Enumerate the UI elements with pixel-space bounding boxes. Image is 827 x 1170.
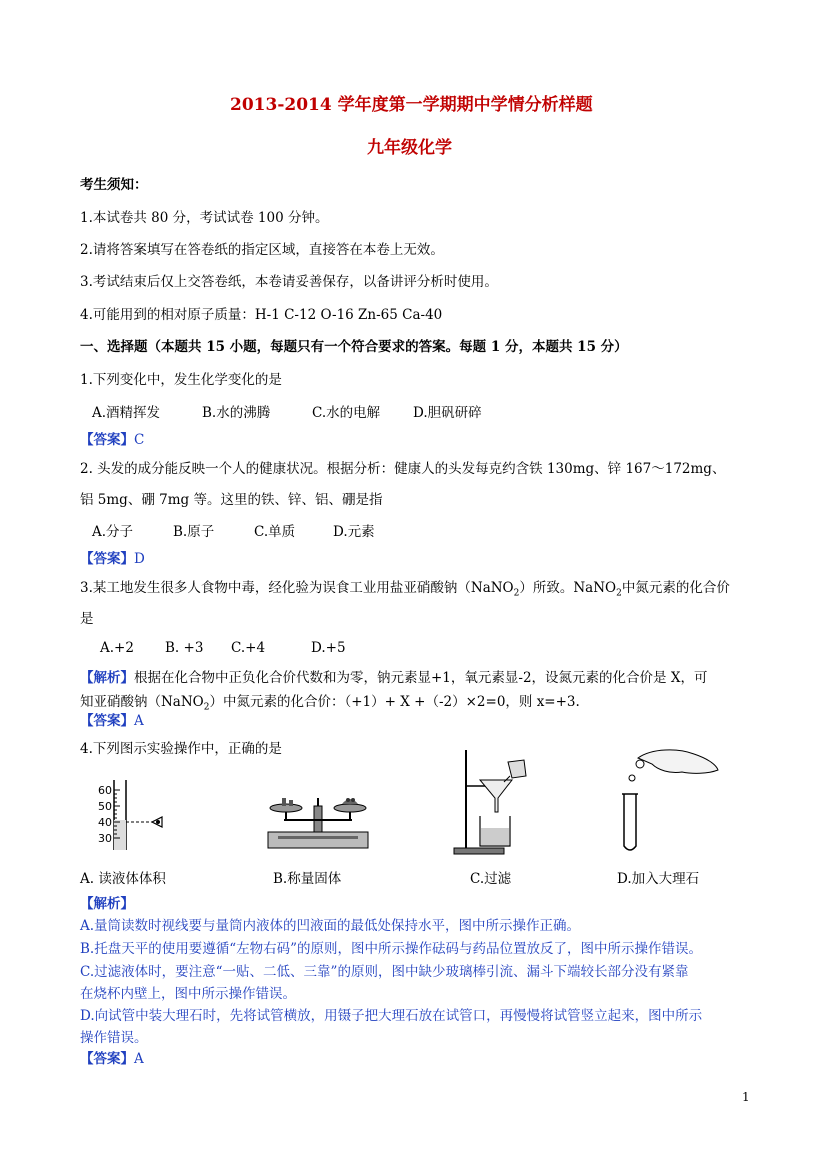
cylinder-tick-label: 50 — [98, 800, 112, 813]
page-number: 1 — [742, 1090, 750, 1104]
stem-text: ）所致。NaNO — [519, 580, 617, 596]
figure-test-tube — [612, 744, 724, 856]
notice-item: 3.考试结束后仅上交答卷纸，本卷请妥善保存，以备讲评分析时使用。 — [80, 274, 498, 290]
option: C.单质 — [254, 524, 296, 540]
answer-value: A — [134, 713, 144, 729]
analysis-tag: 【解析】 — [80, 670, 134, 686]
answer-value: A — [134, 1051, 144, 1067]
notice-item: 4.可能用到的相对原子质量：H-1 C-12 O-16 Zn-65 Ca-40 — [80, 307, 443, 323]
option: B.原子 — [173, 524, 215, 540]
analysis-text: 在烧杯内壁上，图中所示操作错误。 — [80, 986, 296, 1002]
analysis-text: A.量筒读数时视线要与量筒内液体的凹液面的最低处保持水平，图中所示操作正确。 — [80, 918, 581, 934]
analysis-text: 操作错误。 — [80, 1030, 148, 1046]
cylinder-tick-label: 40 — [98, 816, 112, 829]
analysis-text: ）中氮元素的化合价：（+1）+ X +（-2）×2=0，则 x=+3. — [209, 694, 580, 710]
answer-line — [80, 1047, 144, 1067]
answer-value: C — [134, 432, 145, 448]
section-heading: 一、选择题（本题共 15 小题，每题只有一个符合要求的答案。每题 1 分，本题共 15 分） — [80, 339, 628, 355]
option: C.水的电解 — [312, 405, 381, 421]
answer-value: D — [134, 551, 145, 567]
option: B. +3 — [165, 640, 204, 656]
answer-line — [80, 547, 145, 567]
answer-tag: 【答案】 — [80, 432, 134, 448]
answer-line — [80, 709, 144, 729]
question-stem: 铝 5mg、硼 7mg 等。这里的铁、锌、铝、硼是指 — [80, 492, 383, 508]
answer-tag: 【答案】 — [80, 551, 134, 567]
answer-line — [80, 428, 144, 448]
option: B.水的沸腾 — [202, 405, 271, 421]
analysis-text: D.向试管中装大理石时，先将试管横放，用镊子把大理石放在试管口，再慢慢将试管竖立起来，图中所示 — [80, 1008, 703, 1024]
option: C.+4 — [231, 640, 266, 656]
analysis-line — [80, 690, 580, 713]
analysis-text: B.托盘天平的使用要遵循“左物右码”的原则，图中所示操作砝码与药品位置放反了，图中所示操作错误。 — [80, 941, 703, 957]
figure-caption: B.称量固体 — [273, 871, 342, 887]
analysis-text: 根据在化合物中正负化合价代数和为零，钠元素显+1，氧元素显-2，设氮元素的化合价是 X，可 — [134, 670, 708, 686]
question-stem: 1.下列变化中，发生化学变化的是 — [80, 372, 282, 388]
notice-item: 1.本试卷共 80 分，考试试卷 100 分钟。 — [80, 210, 329, 226]
figure-caption: D.加入大理石 — [617, 871, 700, 887]
question-stem: 2. 头发的成分能反映一个人的健康状况。根据分析：健康人的头发每克约含铁 130mg、锌 167～172mg、 — [80, 461, 726, 477]
page-title: 2013-2014 学年度第一学期期中学情分析样题 — [230, 95, 593, 115]
cylinder-tick-label: 30 — [98, 832, 112, 845]
figure-caption: C.过滤 — [470, 871, 512, 887]
option: D.元素 — [333, 524, 375, 540]
analysis-tag: 【解析】 — [80, 896, 134, 912]
figure-caption: A. 读液体体积 — [80, 871, 166, 887]
analysis-text: C.过滤液体时，要注意“一贴、二低、三靠”的原则，图中缺少玻璃棒引流、漏斗下端较长部分没有紧靠 — [80, 964, 689, 980]
question-stem: 4.下列图示实验操作中，正确的是 — [80, 741, 282, 757]
question-stem: 是 — [80, 611, 94, 627]
cylinder-tick-label: 60 — [98, 784, 112, 797]
notice-heading: 考生须知： — [80, 177, 148, 193]
answer-tag: 【答案】 — [80, 1051, 134, 1067]
figure-filtration — [440, 748, 540, 856]
option: A.分子 — [92, 524, 134, 540]
subscript: 2 — [203, 702, 210, 713]
option: A.酒精挥发 — [92, 405, 161, 421]
figure-balance — [262, 788, 374, 854]
answer-tag: 【答案】 — [80, 713, 134, 729]
notice-item: 2.请将答案填写在答卷纸的指定区域，直接答在本卷上无效。 — [80, 242, 444, 258]
stem-text: 3.某工地发生很多人食物中毒，经化验为误食工业用盐亚硝酸钠（NaNO — [80, 580, 514, 596]
subscript: 2 — [616, 588, 622, 599]
analysis-line — [80, 666, 707, 686]
subscript: 2 — [513, 588, 520, 599]
analysis-text: 知亚硝酸钠（NaNO — [80, 694, 204, 710]
page-subtitle: 九年级化学 — [367, 138, 452, 158]
option: A.+2 — [100, 640, 134, 656]
stem-text: 中氮元素的化合价 — [621, 580, 730, 596]
option: D.胆矾研碎 — [413, 405, 482, 421]
question-stem — [80, 576, 730, 599]
option: D.+5 — [311, 640, 346, 656]
